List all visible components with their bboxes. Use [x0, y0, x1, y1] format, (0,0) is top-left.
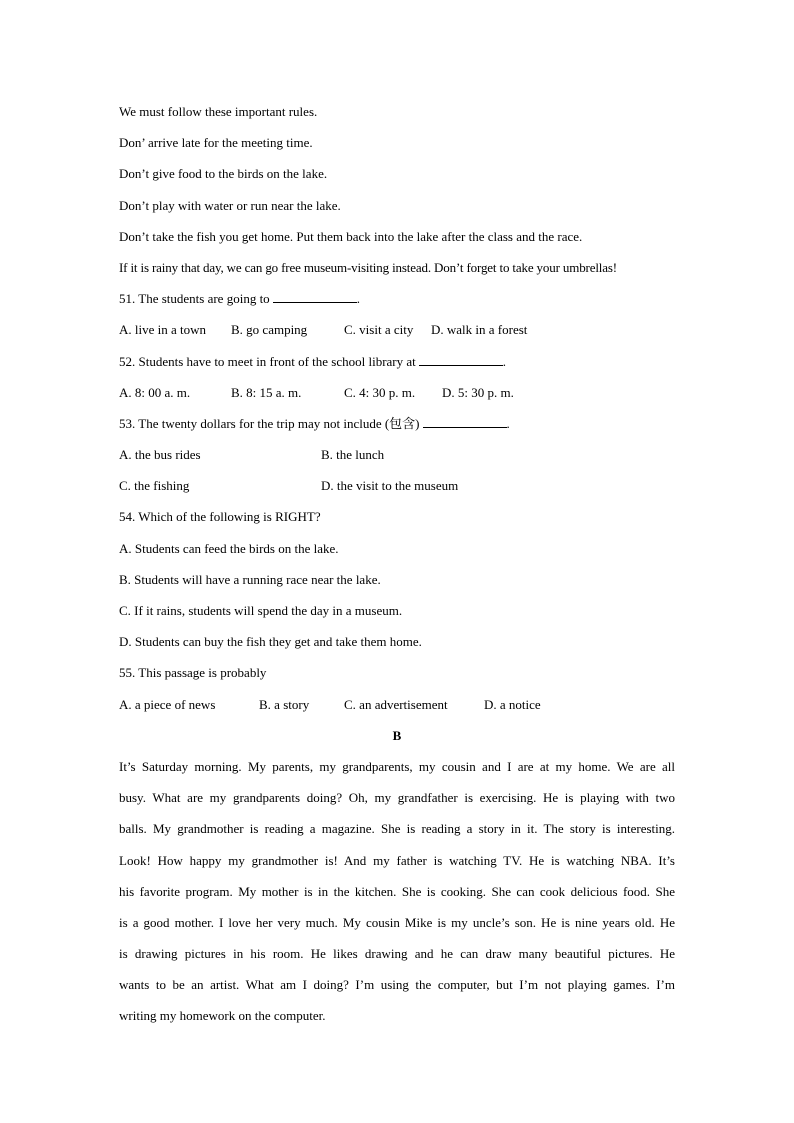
question-54: 54. Which of the following is RIGHT?: [119, 509, 321, 525]
question-52-options: [119, 382, 675, 413]
option: B. a story: [259, 696, 310, 712]
passage-line: It’s Saturday morning. My parents, my grandparents, my cousin and I are at my home. We are all: [119, 758, 675, 774]
option: D. Students can buy the fish they get and take them home.: [119, 634, 422, 650]
question-stem: 53. The twenty dollars for the trip may not include (包含): [119, 415, 420, 431]
answer-blank: [273, 288, 357, 303]
option: C. an advertisement: [344, 696, 448, 712]
option: B. Students will have a running race near the lake.: [119, 571, 381, 587]
question-53: [119, 413, 675, 444]
option: A. Students can feed the birds on the lake.: [119, 540, 339, 556]
question-end: .: [506, 415, 510, 431]
option: C. the fishing: [119, 478, 190, 494]
passage-line: his favorite program. My mother is in the kitchen. She is cooking. She can cook delicious food. She: [119, 883, 675, 899]
passage-line: Look! How happy my grandmother is! And my father is watching TV. He is watching NBA. It’s: [119, 852, 675, 868]
option: C. If it rains, students will spend the day in a museum.: [119, 603, 403, 618]
question-53-options: [119, 444, 675, 475]
document-page: [119, 101, 675, 1037]
option: D. a notice: [484, 696, 541, 712]
question-end: .: [502, 353, 507, 369]
answer-blank: [419, 351, 503, 366]
rules-intro: We must follow these important rules.: [119, 104, 318, 119]
option: B. go camping: [231, 322, 308, 338]
passage-line: wants to be an artist. What am I doing? I’m using the computer, but I’m not playing games. I’m: [119, 977, 675, 993]
question-51-options: [119, 319, 675, 350]
question-51: [119, 288, 675, 319]
passage-line: busy. What are my grandparents doing? Oh, my grandfather is exercising. He is playing with two: [119, 790, 675, 806]
option: A. a piece of news: [119, 696, 216, 712]
question-53-options: [119, 475, 675, 506]
passage-line: is drawing pictures in his room. He likes drawing and he can draw many beautiful pictures. He: [119, 946, 675, 962]
question-55: 55. This passage is probably: [119, 665, 267, 681]
question-stem: 51. The students are going to: [119, 291, 270, 307]
option: C. visit a city: [344, 322, 414, 338]
section-heading: B: [392, 727, 402, 743]
option: C. 4: 30 p. m.: [344, 384, 416, 400]
rule-line: Don’ arrive late for the meeting time.: [119, 135, 313, 151]
question-end: .: [356, 291, 360, 307]
passage-b: [119, 756, 675, 1037]
passage-line: writing my homework on the computer.: [119, 1008, 326, 1024]
rule-line: If it is rainy that day, we can go free museum-visiting instead. Don’t forget to take your umbrellas!: [119, 259, 617, 275]
option: B. the lunch: [321, 447, 385, 463]
passage-line: is a good mother. I love her very much. My cousin Mike is my uncle’s son. He is nine years old. He: [119, 914, 675, 930]
question-stem: 52. Students have to meet in front of the school library at: [119, 353, 416, 369]
passage-line: balls. My grandmother is reading a magazine. She is reading a story in it. The story is interesting.: [119, 821, 675, 837]
rule-line: Don’t give food to the birds on the lake.: [119, 166, 328, 182]
option: B. 8: 15 a. m.: [231, 384, 302, 400]
option: D. walk in a forest: [431, 322, 528, 338]
option: A. 8: 00 a. m.: [119, 384, 191, 400]
rule-line: Don’t play with water or run near the lake.: [119, 197, 341, 213]
question-55-options: [119, 694, 675, 725]
option: D. the visit to the museum: [321, 478, 459, 494]
option: A. the bus rides: [119, 447, 201, 463]
rule-line: Don’t take the fish you get home. Put them back into the lake after the class and the race.: [119, 228, 583, 244]
answer-blank: [423, 413, 507, 428]
option: A. live in a town: [119, 322, 207, 338]
question-52: [119, 351, 675, 382]
option: D. 5: 30 p. m.: [442, 384, 514, 400]
